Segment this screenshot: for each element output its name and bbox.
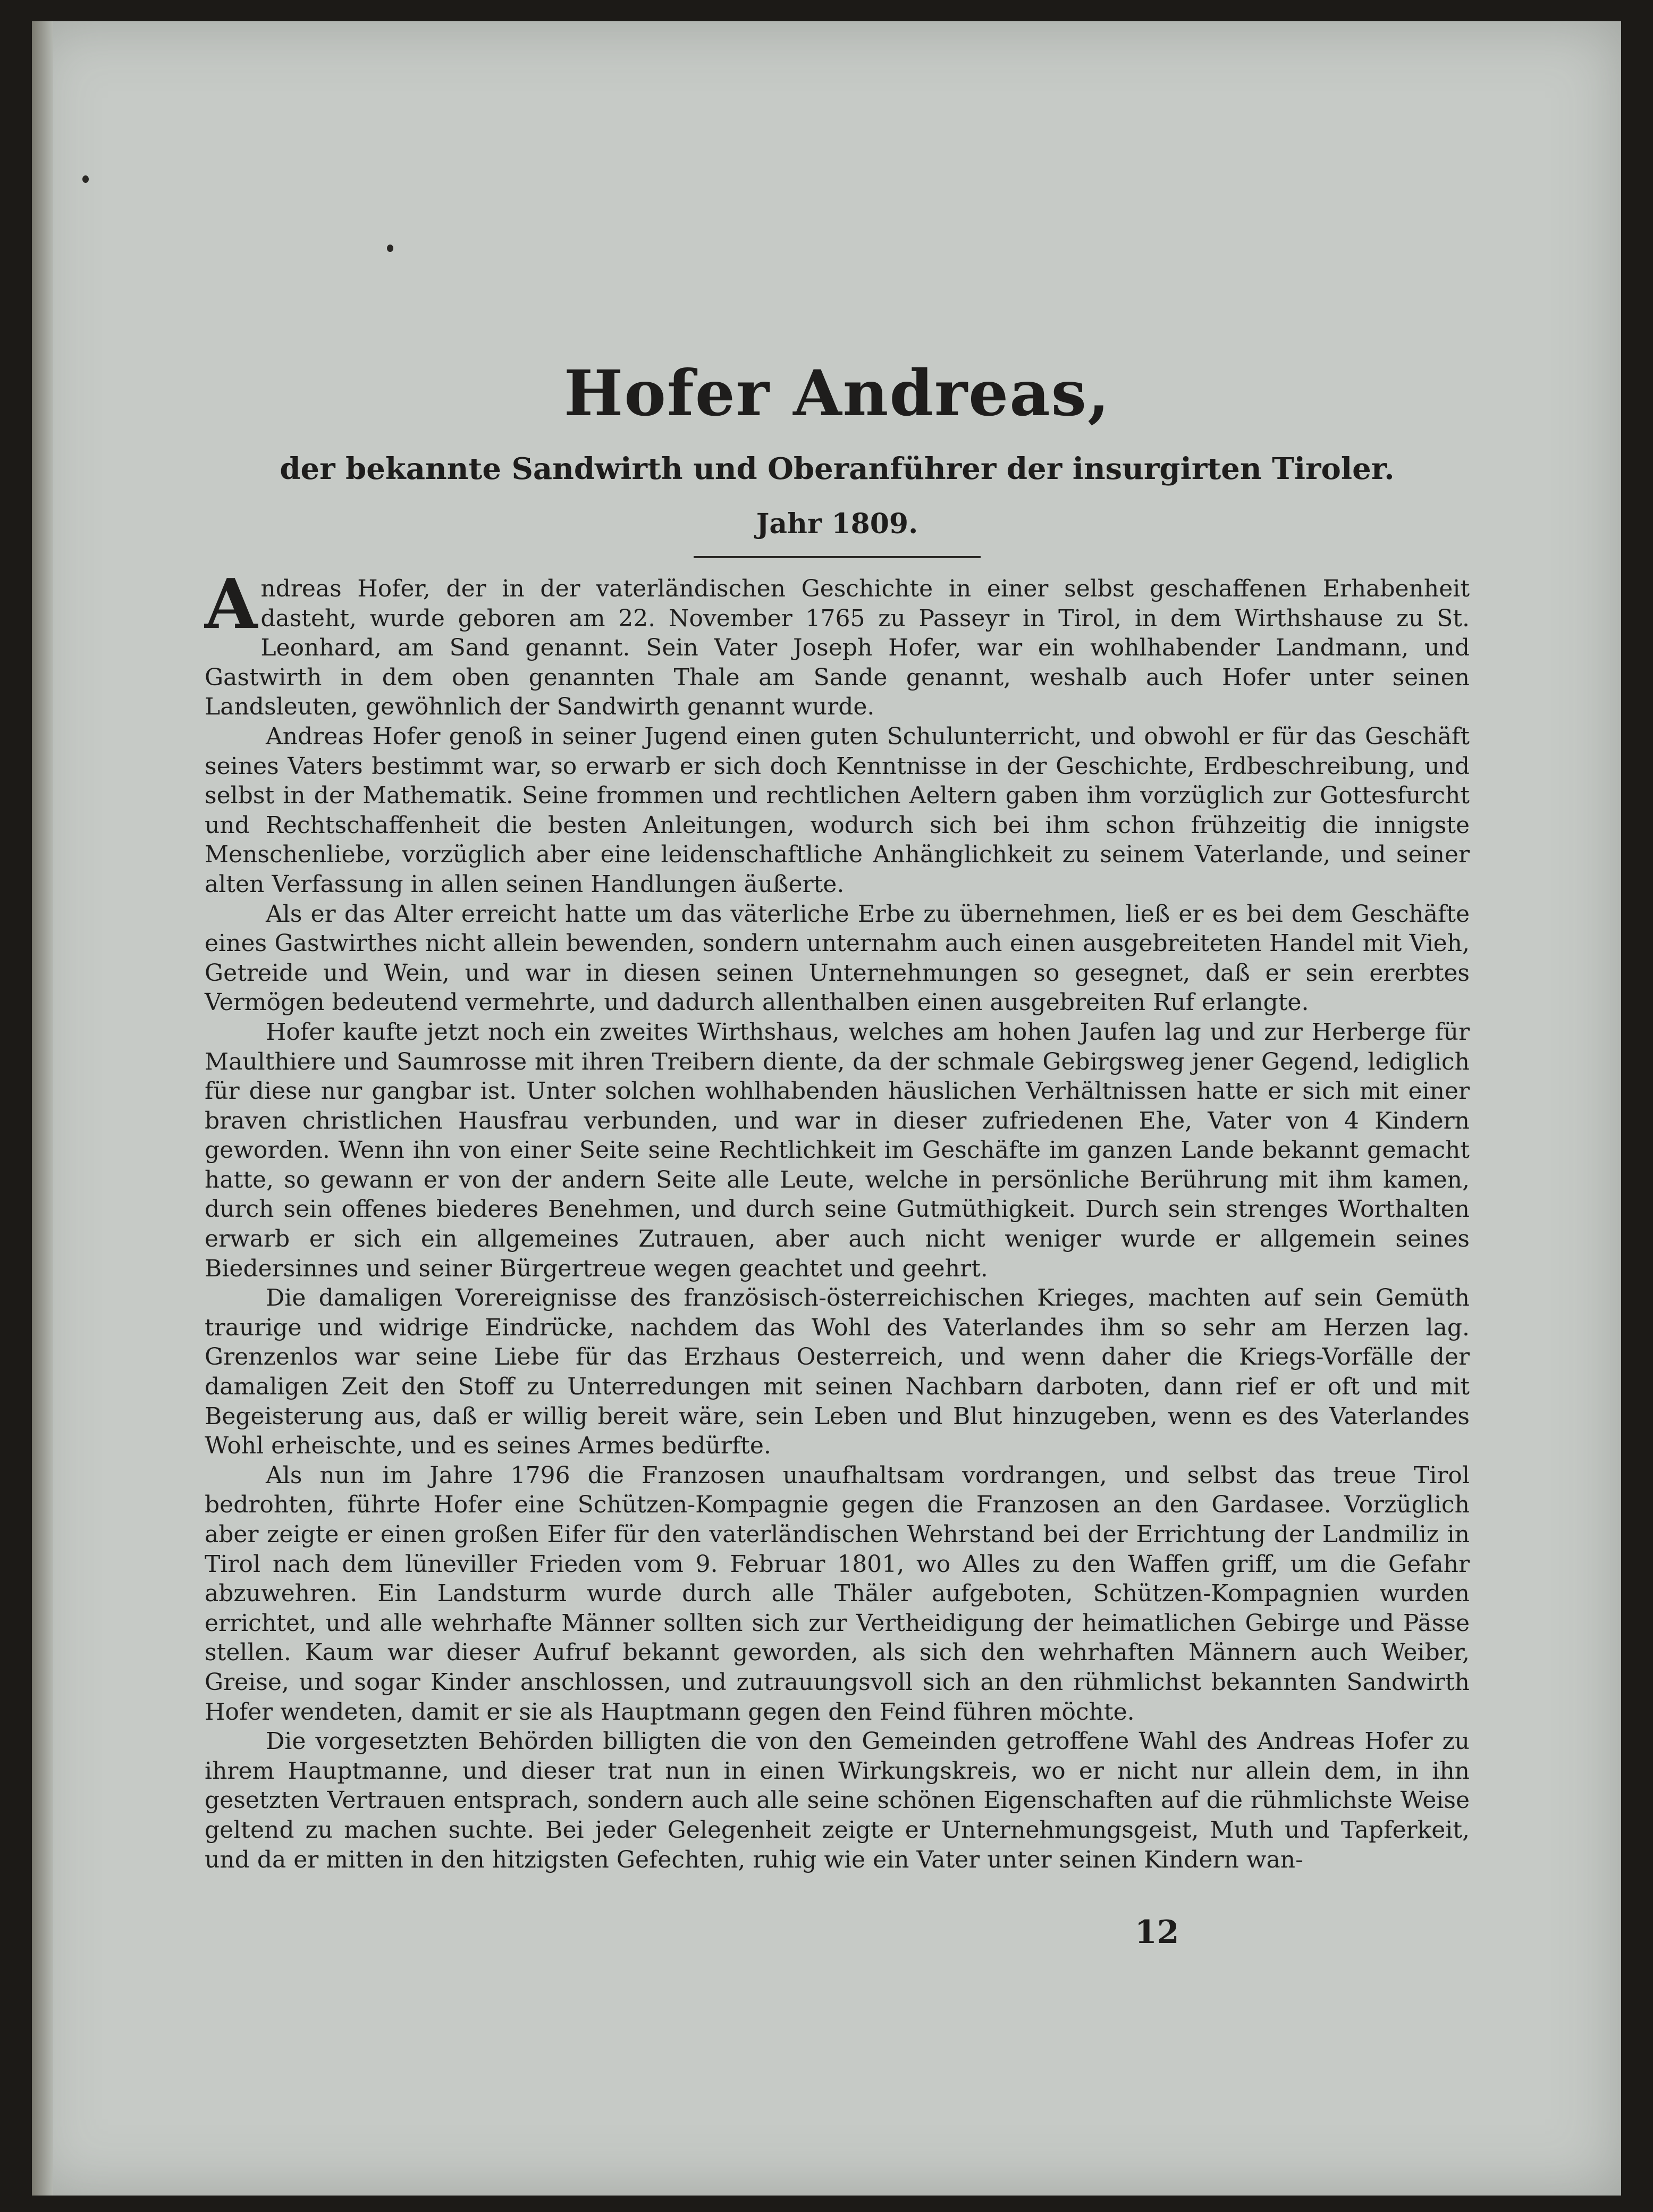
page-number: 12 <box>1135 1914 1179 1951</box>
ink-speck <box>387 245 393 252</box>
article-subtitle: der bekannte Sandwirth und Oberanführer der insurgirten Tiroler. <box>280 451 1395 486</box>
article <box>205 319 1470 1874</box>
paragraph-5: Die damaligen Vorereignisse des französisch-österreichischen Krieges, machten auf sein Gemüth traurige und widrige Eindrücke, nachdem das Wohl des Vaterlandes ihm so sehr am Herzen lag. Grenzenlos war seine Liebe für das Erzhaus Oesterreich, und wenn daher die Kriegs-Vorfälle der damaligen Zeit den Stoff zu Unterredungen mit seinen Nachbarn darboten, dann rief er oft und mit Begeisterung aus, daß er willig bereit wäre, sein Leben und Blut hinzugeben, wenn es des Vaterlandes Wohl erheischte, und es seines Armes bedürfte. <box>205 1284 1470 1460</box>
paragraph-text: ndreas Hofer, der in der vaterländischen Geschichte in einer selbst geschaffenen Erhabenheit dasteht, wurde geboren am 22. November 1765 zu Passeyr in Tirol, in dem Wirthshause zu St. Leonhard, am Sand genannt. Sein Vater Joseph Hofer, war ein wohlhabender Landmann, und Gastwirth in dem oben genannten Thale am Sande genannt, weshalb auch Hofer unter seinen Landsleuten, gewöhnlich der Sandwirth genannt wurde. <box>205 575 1470 721</box>
ink-speck <box>82 175 89 183</box>
paragraph-7: Die vorgesetzten Behörden billigten die von den Gemeinden getroffene Wahl des Andreas Hofer zu ihrem Hauptmanne, und dieser trat nun in einen Wirkungskreis, wo er nicht nur allein dem, in ihn gesetzten Vertrauen entsprach, sondern auch alle seine schönen Eigenschaften auf die rühmlichste Weise geltend zu machen suchte. Bei jeder Gelegenheit zeigte er Unternehmungsgeist, Muth und Tapferkeit, und da er mitten in den hitzigsten Gefechten, ruhig wie ein Vater unter seinen Kindern wan- <box>205 1728 1470 1873</box>
paragraph-4: Hofer kaufte jetzt noch ein zweites Wirthshaus, welches am hohen Jaufen lag und zur Herberge für Maulthiere und Saumrosse mit ihren Treibern diente, da der schmale Gebirgsweg jener Gegend, lediglich für diese nur gangbar ist. Unter solchen wohlhabenden häuslichen Verhältnissen hatte er sich mit einer braven christlichen Hausfrau verbunden, und war in dieser zufriedenen Ehe, Vater von 4 Kindern geworden. Wenn ihn von einer Seite seine Rechtlichkeit im Geschäfte im ganzen Lande bekannt gemacht hatte, so gewann er von der andern Seite alle Leute, welche in persönliche Berührung mit ihm kamen, durch sein offenes biederes Benehmen, und durch seine Gutmüthigkeit. Durch sein strenges Worthalten erwarb er sich ein allgemeines Zutrauen, aber auch nicht weniger wurde er allgemein seines Biedersinnes und seiner Bürgertreue wegen geachtet und geehrt. <box>205 1018 1470 1282</box>
paragraph-2: Andreas Hofer genoß in seiner Jugend einen guten Schulunterricht, und obwohl er für das Geschäft seines Vaters bestimmt war, so erwarb er sich doch Kenntnisse in der Geschichte, Erdbeschreibung, und selbst in der Mathematik. Seine frommen und rechtlichen Aeltern gaben ihm vorzüglich zur Gottesfurcht und Rechtschaffenheit die besten Anleitungen, wodurch sich bei ihm schon frühzeitig die innigste Menschenliebe, vorzüglich aber eine leidenschaftliche Anhänglichkeit zu seinem Vaterlande, und seiner alten Verfassung in allen seinen Handlungen äußerte. <box>205 722 1470 898</box>
drop-cap: A <box>205 565 258 644</box>
article-title: Hofer Andreas, <box>563 356 1111 430</box>
article-body <box>205 565 1470 1874</box>
paragraph-6: Als nun im Jahre 1796 die Franzosen unaufhaltsam vordrangen, und selbst das treue Tirol bedrohten, führte Hofer eine Schützen-Kompagnie gegen die Franzosen an den Gardasee. Vorzüglich aber zeigte er einen großen Eifer für den vaterländischen Wehrstand bei der Errichtung der Landmiliz in Tirol nach dem lüneviller Frieden vom 9. Februar 1801, wo Alles zu den Waffen griff, um die Gefahr abzuwehren. Ein Landsturm wurde durch alle Thäler aufgeboten, Schützen-Kompagnien wurden errichtet, und alle wehrhafte Männer sollten sich zur Vertheidigung der heimatlichen Gebirge und Pässe stellen. Kaum war dieser Aufruf bekannt geworden, als sich den wehrhaften Männern auch Weiber, Greise, und sogar Kinder anschlossen, und zutrauungsvoll sich an den rühmlichst bekannten Sandwirth Hofer wendeten, damit er sie als Hauptmann gegen den Feind führen möchte. <box>205 1461 1470 1726</box>
page-spine <box>32 21 53 2196</box>
divider-rule <box>694 556 981 558</box>
paragraph-3: Als er das Alter erreicht hatte um das väterliche Erbe zu übernehmen, ließ er es bei dem Geschäfte eines Gastwirthes nicht allein bewenden, sondern unternahm auch einen ausgebreiteten Handel mit Vieh, Getreide und Wein, und war in diesen seinen Unternehmungen so gesegnet, daß er sein ererbtes Vermögen bedeutend vermehrte, und dadurch allenthalben einen ausgebreiten Ruf erlangte. <box>205 900 1470 1016</box>
year-line: Jahr 1809. <box>756 508 918 540</box>
book-page <box>32 21 1621 2196</box>
paragraph-1 <box>205 565 1470 722</box>
